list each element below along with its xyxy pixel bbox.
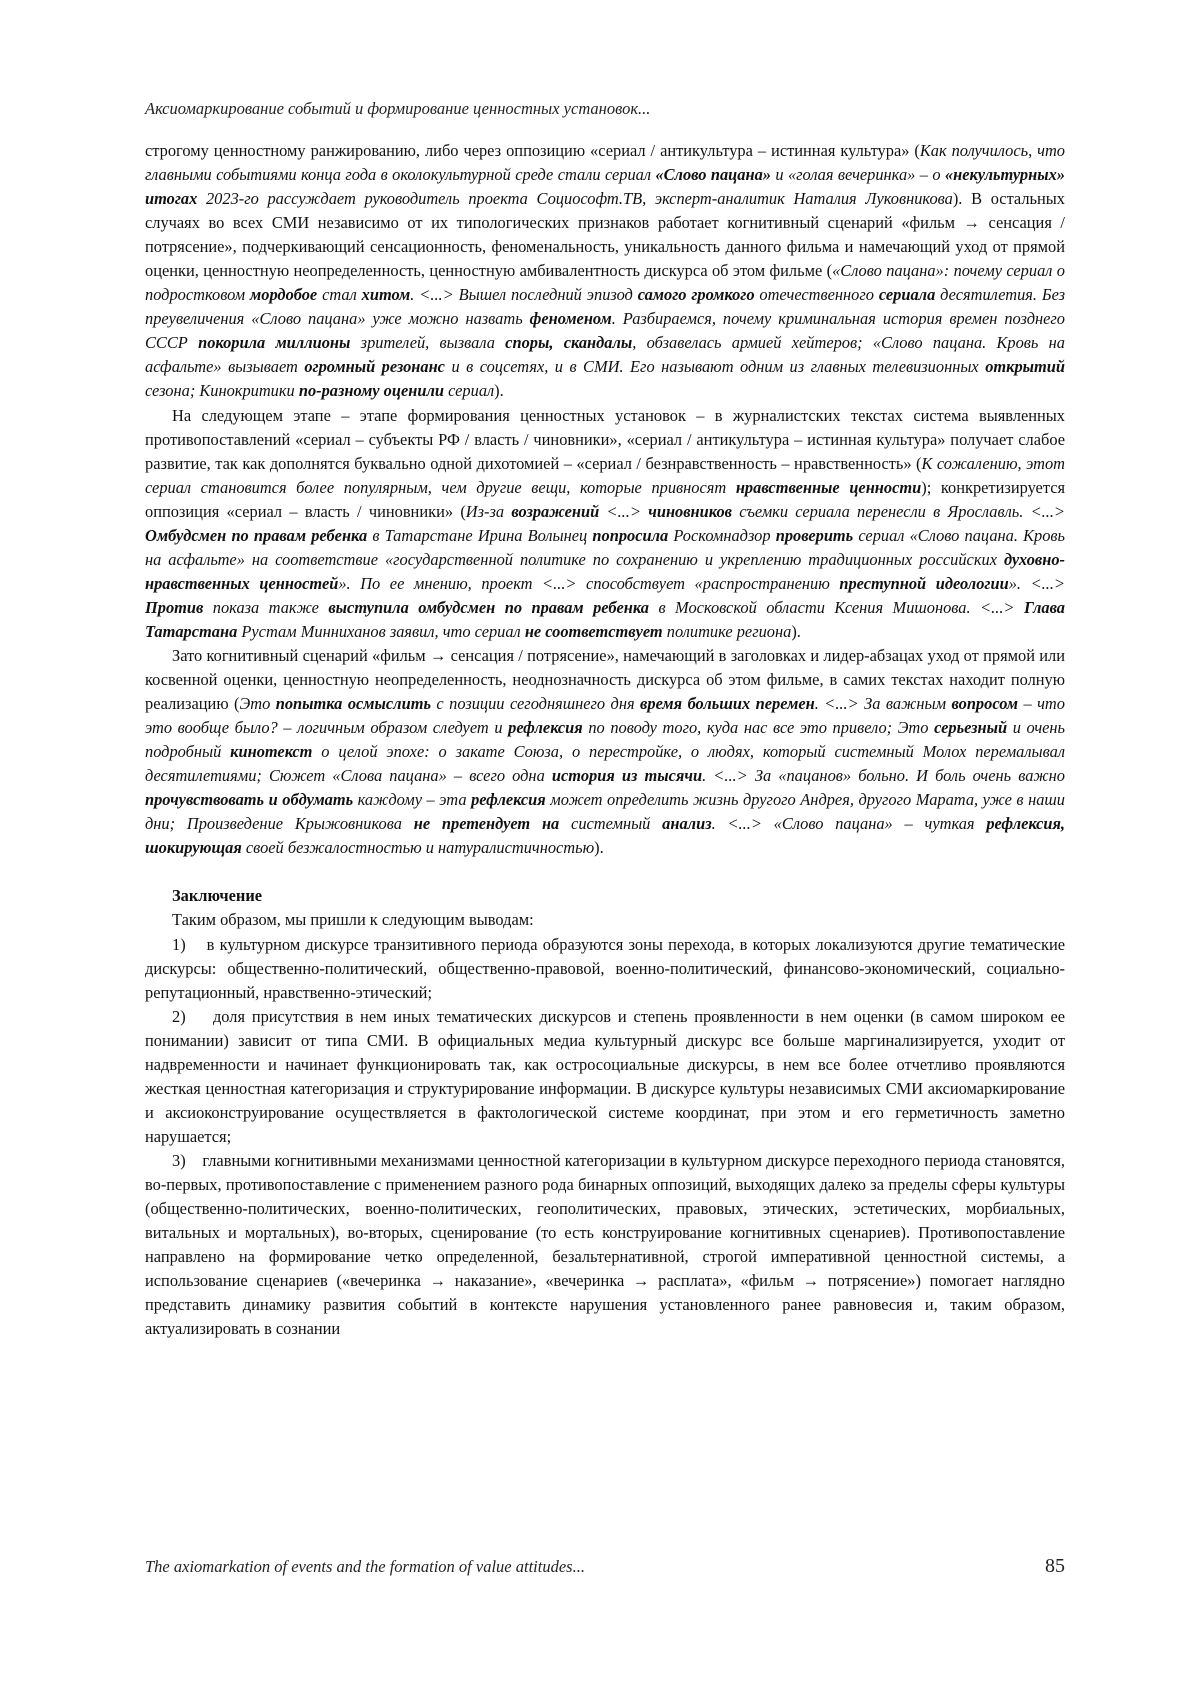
emphasis-italic: К сожалению, этот сериал становится более популярным, чем другие вещи, которые привносят xyxy=(145,453,1065,497)
emphasis-bold: Глава Татарстана xyxy=(145,597,1065,641)
emphasis-bold: попытка осмыслить xyxy=(275,694,431,714)
article-body xyxy=(145,139,1065,1341)
emphasis-italic: в Московской области Ксения Мишонова. <...> xyxy=(648,597,1024,617)
emphasis-bold: серьезный xyxy=(934,718,1008,738)
emphasis-italic: – что это вообще было? – логичным образом следует и xyxy=(145,694,1065,738)
emphasis-italic: . <...> За «пацанов» больно. И боль очень важно xyxy=(702,766,1065,786)
paragraph-3 xyxy=(145,644,1065,860)
emphasis-bold: открытий xyxy=(985,357,1065,377)
emphasis-bold: рефлексия xyxy=(471,790,546,810)
emphasis-italic: <...> xyxy=(599,501,649,521)
paragraph-2 xyxy=(145,404,1065,644)
conclusion-intro: Таким образом, мы пришли к следующим выводам: xyxy=(172,910,534,930)
emphasis-italic: ». По ее мнению, проект <...> способствует «распространению xyxy=(338,573,840,593)
emphasis-italic: и «голая вечеринка» – о xyxy=(770,165,945,185)
emphasis-italic: сериал «Слово пацана. Кровь на асфальте» на соответствие «государственной политике по сохранению и укреплению традиционных российских xyxy=(145,525,1065,569)
emphasis-bold: Против xyxy=(145,597,204,617)
emphasis-bold: вопросом xyxy=(951,694,1018,714)
emphasis-bold: самого громкого xyxy=(637,285,755,305)
conclusion-heading: Заключение xyxy=(172,886,263,906)
page-number: 85 xyxy=(1045,1555,1065,1577)
emphasis-bold: попросила xyxy=(592,525,669,545)
emphasis-italic: Как получилось, что главными событиями конца года в околокультурной среде стали сериал xyxy=(145,141,1065,185)
emphasis-bold: анализ xyxy=(662,814,712,834)
emphasis-bold: хитом xyxy=(361,285,411,305)
emphasis-bold: история из тысячи xyxy=(551,766,703,786)
emphasis-bold: духовно-нравственных ценностей xyxy=(145,549,1065,593)
emphasis-bold: возражений xyxy=(511,501,600,521)
emphasis-italic: зрителей, вызвала xyxy=(350,333,506,353)
emphasis-italic: каждому – эта xyxy=(353,790,472,810)
emphasis-italic: в Татарстане Ирина Волынец xyxy=(367,525,593,545)
emphasis-italic: ». <...> xyxy=(1008,573,1065,593)
emphasis-bold: огромный резонанс xyxy=(304,357,445,377)
emphasis-bold: феноменом xyxy=(529,309,612,329)
emphasis-italic: сериал xyxy=(444,381,495,401)
emphasis-bold: «некультурных» итогах xyxy=(145,165,1065,209)
emphasis-italic: политике региона xyxy=(662,621,792,641)
text-run: На следующем этапе – этапе формирования ценностных установок – в журналистских текстах система выявленных противопоставлений «сериал – субъекты РФ / власть / чиновники», «сериал / антикультура – истинная культура» получает слабое развитие, так как дополнятся буквально одной дихотомией – «сериал / безнравственность – нравственность» ( xyxy=(145,405,1065,473)
emphasis-bold: по-разному оценили xyxy=(298,381,444,401)
emphasis-italic: по поводу того, куда нас все это привело; Это xyxy=(582,718,935,738)
emphasis-bold: проверить xyxy=(775,525,854,545)
emphasis-italic: и в соцсетях, и в СМИ. Его называют одним из главных телевизионных xyxy=(444,357,986,377)
emphasis-italic: «Слово пацана»: почему сериал о подростковом xyxy=(145,261,1066,305)
text-run: ). xyxy=(791,621,801,641)
conclusion-item-3: 3) главными когнитивными механизмами ценностной категоризации в культурном дискурсе переходного периода становятся, во-первых, противопоставление с применением разного рода бинарных оппозиций, выходящих далеко за пределы сферы культуры (общественно-политических, военно-политических, геополитических, правовых, этических, эстетических, морбиальных, витальных и мортальных), во-вторых, сценирование (то есть конструирование когнитивных сценариев). Противопоставление направлено на формирование четко определенной, безальтернативной, строгой императивной ценностной системы, а использование сценариев («вечеринка → наказание», «вечеринка → расплата», «фильм → потрясение») помогает наглядно представить динамику развития событий в контексте нарушения установленного ранее равновесия и, таким образом, актуализировать в сознании xyxy=(145,1150,1065,1339)
text-run: ). xyxy=(594,838,604,858)
emphasis-italic: может определить жизнь другого Андрея, другого Марата, уже в наши дни; Произведение Крыжовникова xyxy=(145,790,1065,834)
emphasis-italic: Рустам Минниханов заявил, что сериал xyxy=(237,621,525,641)
page-footer xyxy=(145,1555,1065,1578)
emphasis-bold: нравственные ценности xyxy=(735,477,922,497)
emphasis-italic: стал xyxy=(317,285,362,305)
emphasis-italic: Роскомнадзор xyxy=(668,525,776,545)
text-run: Зато когнитивный сценарий «фильм → сенсация / потрясение», намечающий в заголовках и лидер-абзацах уход от прямой или косвенной оценки, ценностную неопределенность, неоднозначность дискурса об этом фильме, в самих текстах находит полную реализацию ( xyxy=(145,645,1065,714)
emphasis-italic: сезона; Кинокритики xyxy=(145,381,299,401)
emphasis-italic: Это xyxy=(239,694,276,714)
emphasis-bold: Омбудсмен по правам ребенка xyxy=(145,525,368,545)
emphasis-italic: показа также xyxy=(203,597,329,617)
paragraph-1 xyxy=(145,139,1065,404)
emphasis-bold: споры, скандалы xyxy=(505,333,633,353)
emphasis-bold: покорила миллионы xyxy=(198,333,351,353)
emphasis-bold: рефлексия xyxy=(508,718,583,738)
emphasis-italic: . <...> Вышел последний эпизод xyxy=(410,285,638,305)
emphasis-italic: системный xyxy=(559,814,663,834)
emphasis-bold: сериала xyxy=(878,285,936,305)
text-run: строгому ценностному ранжированию, либо через оппозицию «сериал / антикультура – истинная культура» ( xyxy=(145,141,920,160)
emphasis-bold: рефлексия, шокирующая xyxy=(145,814,1065,858)
emphasis-italic: 2023-го рассуждает руководитель проекта Социософт.ТВ, эксперт-аналитик Наталия Луковникова xyxy=(197,189,953,209)
text-run: ); конкретизируется оппозиция «сериал – власть / чиновники» ( xyxy=(145,477,1066,521)
emphasis-italic: . <...> За важным xyxy=(814,694,952,714)
emphasis-italic: отечественного xyxy=(754,285,879,305)
emphasis-bold: мордобое xyxy=(250,285,318,305)
footer-running-title: The axiomarkation of events and the formation of value attitudes... xyxy=(145,1557,585,1576)
emphasis-italic: о целой эпохе: о закате Союза, о перестройке, о людях, который системный Молох перемалывал десятилетиями; Сюжет «Слова пацана» – всего одна xyxy=(145,742,1065,786)
emphasis-bold: чиновников xyxy=(648,501,732,521)
emphasis-italic: и очень подробный xyxy=(145,718,1065,762)
emphasis-bold: не соответствует xyxy=(524,621,663,641)
emphasis-italic: съемки сериала перенесли в Ярославль. <...> xyxy=(731,501,1065,521)
emphasis-italic: десятилетия. Без преувеличения «Слово пацана» уже можно назвать xyxy=(145,285,1066,329)
text-run: ). В остальных случаях во всех СМИ независимо от их типологических признаков работает когнитивный сценарий «фильм → сенсация / потрясение», подчеркивающий сенсационность, феноменальность, уникальность данного фильма и намечающий уход от прямой оценки, ценностную неопределенность, ценностную амбивалентность дискурса об этом фильме ( xyxy=(145,189,1065,281)
emphasis-bold: время больших перемен xyxy=(640,694,815,714)
emphasis-italic: Из-за xyxy=(465,501,512,521)
emphasis-bold: прочувствовать и обдумать xyxy=(145,790,354,810)
emphasis-italic: с позиции сегодняшнего дня xyxy=(430,694,641,714)
running-header: Аксиомаркирование событий и формирование ценностных установок... xyxy=(145,99,651,118)
emphasis-italic: , обзавелась армией хейтеров; «Слово пацана. Кровь на асфальте» вызывает xyxy=(145,333,1065,377)
emphasis-italic: . <...> «Слово пацана» – чуткая xyxy=(711,814,987,834)
emphasis-bold: преступной идеологии xyxy=(839,573,1009,593)
emphasis-bold: «Слово пацана» xyxy=(655,165,771,185)
emphasis-italic: . Разбираемся, почему криминальная история времен позднего СССР xyxy=(145,309,1065,353)
emphasis-bold: выступила омбудсмен по правам ребенка xyxy=(328,597,649,617)
conclusion-item-1: 1) в культурном дискурсе транзитивного периода образуются зоны перехода, в которых локализуются другие тематические дискурсы: общественно-политический, общественно-правовой, военно-политический, финансово-экономический, социально-репутационный, нравственно-этический; xyxy=(145,934,1065,1002)
emphasis-bold: кинотекст xyxy=(230,742,313,762)
emphasis-bold: не претендует на xyxy=(413,814,560,834)
emphasis-italic: своей безжалостностью и натуралистичностью xyxy=(241,838,595,858)
text-run: ). xyxy=(494,381,504,401)
conclusion-item-2: 2) доля присутствия в нем иных тематических дискурсов и степень проявленности в нем оценки (в самом широком ее понимании) зависит от типа СМИ. В официальных медиа культурный дискурс все больше маргинализируется, уходит от надвременности и начинает функционировать так, как остросоциальные дискурсы, в нем все более отчетливо проявляются жесткая ценностная категоризация и структурирование информации. В дискурсе культуры независимых СМИ аксиомаркирование и аксиоконструирование осуществляется в фактологической системе координат, при этом и его герметичность заметно нарушается; xyxy=(145,1006,1065,1146)
